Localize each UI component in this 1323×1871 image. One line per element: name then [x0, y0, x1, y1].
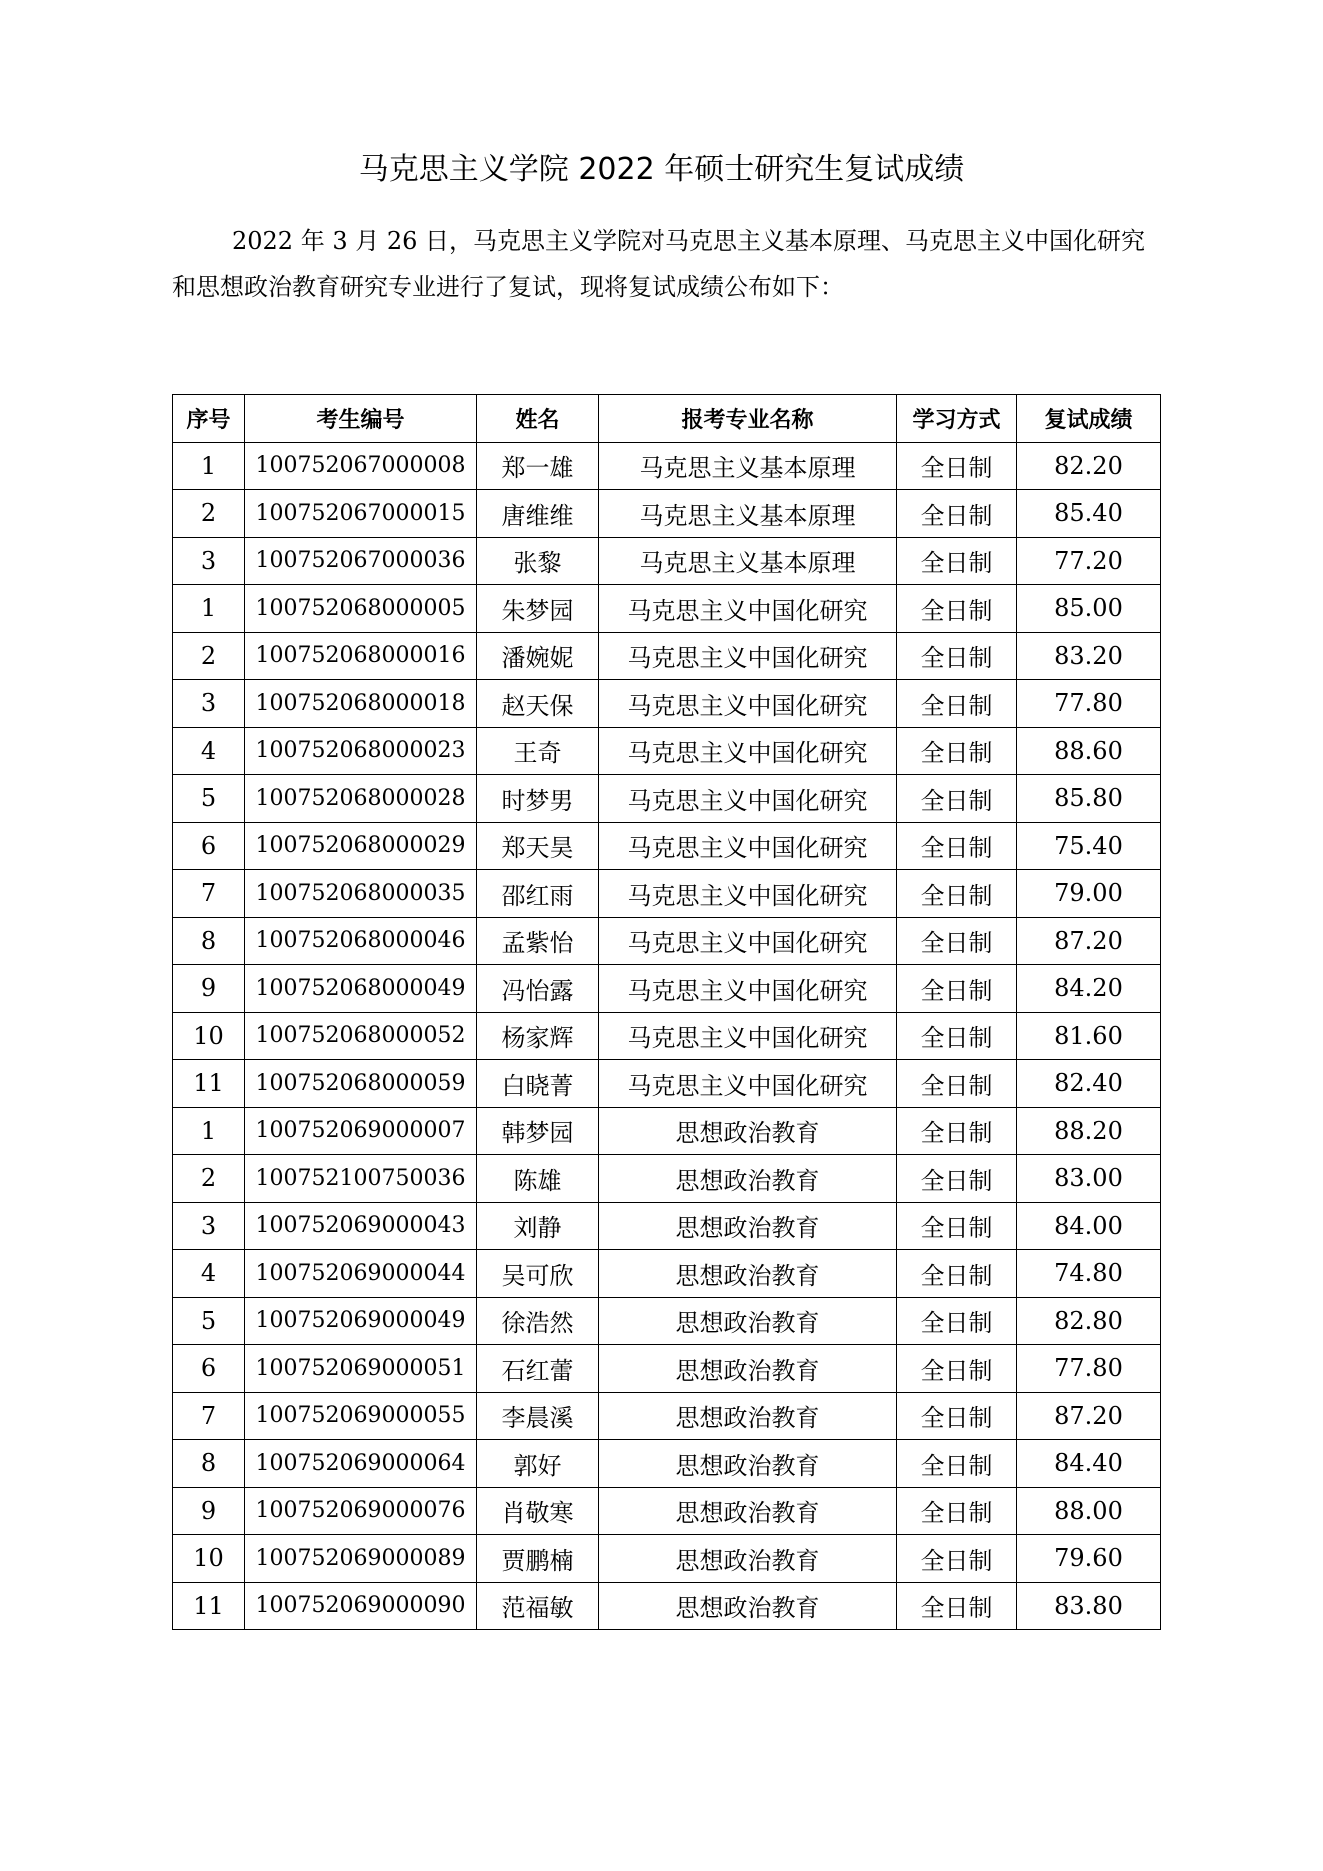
cell-score: 84.00: [1017, 1202, 1161, 1250]
cell-study-mode: 全日制: [897, 727, 1017, 775]
cell-candidate-id: 100752068000018: [245, 680, 477, 728]
cell-score: 77.20: [1017, 537, 1161, 585]
cell-score: 77.80: [1017, 680, 1161, 728]
cell-study-mode: 全日制: [897, 917, 1017, 965]
cell-study-mode: 全日制: [897, 870, 1017, 918]
cell-major: 马克思主义中国化研究: [599, 775, 897, 823]
table-row: [173, 537, 1161, 585]
cell-candidate-id: 100752069000043: [245, 1202, 477, 1250]
cell-study-mode: 全日制: [897, 1582, 1017, 1630]
cell-score: 82.40: [1017, 1060, 1161, 1108]
cell-major: 思想政治教育: [599, 1535, 897, 1583]
header-study-mode: 学习方式: [897, 395, 1017, 443]
cell-candidate-id: 100752068000049: [245, 965, 477, 1013]
cell-name: 张黎: [477, 537, 599, 585]
cell-score: 79.00: [1017, 870, 1161, 918]
cell-seq: 3: [173, 680, 245, 728]
cell-score: 83.00: [1017, 1155, 1161, 1203]
cell-study-mode: 全日制: [897, 490, 1017, 538]
cell-score: 88.20: [1017, 1107, 1161, 1155]
cell-study-mode: 全日制: [897, 775, 1017, 823]
cell-major: 思想政治教育: [599, 1155, 897, 1203]
cell-score: 83.80: [1017, 1582, 1161, 1630]
cell-candidate-id: 100752069000089: [245, 1535, 477, 1583]
cell-study-mode: 全日制: [897, 965, 1017, 1013]
cell-name: 刘静: [477, 1202, 599, 1250]
cell-study-mode: 全日制: [897, 822, 1017, 870]
cell-seq: 5: [173, 1297, 245, 1345]
cell-name: 邵红雨: [477, 870, 599, 918]
cell-major: 思想政治教育: [599, 1440, 897, 1488]
cell-candidate-id: 100752068000059: [245, 1060, 477, 1108]
cell-name: 冯怡露: [477, 965, 599, 1013]
table-row: [173, 632, 1161, 680]
cell-score: 82.20: [1017, 442, 1161, 490]
cell-seq: 9: [173, 1487, 245, 1535]
cell-candidate-id: 100752068000016: [245, 632, 477, 680]
cell-score: 81.60: [1017, 1012, 1161, 1060]
cell-seq: 7: [173, 1392, 245, 1440]
header-seq: 序号: [173, 395, 245, 443]
table-row: [173, 1107, 1161, 1155]
cell-study-mode: 全日制: [897, 1535, 1017, 1583]
header-candidate-id: 考生编号: [245, 395, 477, 443]
cell-candidate-id: 100752068000005: [245, 585, 477, 633]
cell-score: 85.00: [1017, 585, 1161, 633]
table-row: [173, 1297, 1161, 1345]
cell-name: 石红蕾: [477, 1345, 599, 1393]
cell-name: 徐浩然: [477, 1297, 599, 1345]
cell-score: 77.80: [1017, 1345, 1161, 1393]
cell-major: 马克思主义中国化研究: [599, 727, 897, 775]
cell-seq: 4: [173, 727, 245, 775]
cell-name: 时梦男: [477, 775, 599, 823]
table-row: [173, 1060, 1161, 1108]
cell-study-mode: 全日制: [897, 1107, 1017, 1155]
table-body: [173, 442, 1161, 1630]
table-row: [173, 822, 1161, 870]
table-row: [173, 965, 1161, 1013]
cell-name: 杨家辉: [477, 1012, 599, 1060]
cell-name: 唐维维: [477, 490, 599, 538]
cell-study-mode: 全日制: [897, 1392, 1017, 1440]
cell-score: 84.20: [1017, 965, 1161, 1013]
cell-major: 马克思主义中国化研究: [599, 1012, 897, 1060]
cell-major: 思想政治教育: [599, 1202, 897, 1250]
cell-seq: 1: [173, 442, 245, 490]
cell-major: 思想政治教育: [599, 1345, 897, 1393]
table-row: [173, 585, 1161, 633]
cell-score: 87.20: [1017, 917, 1161, 965]
cell-score: 88.60: [1017, 727, 1161, 775]
cell-seq: 8: [173, 917, 245, 965]
cell-score: 75.40: [1017, 822, 1161, 870]
table-row: [173, 1345, 1161, 1393]
cell-major: 马克思主义基本原理: [599, 490, 897, 538]
cell-seq: 2: [173, 632, 245, 680]
cell-major: 马克思主义基本原理: [599, 537, 897, 585]
table-row: [173, 775, 1161, 823]
cell-candidate-id: 100752069000076: [245, 1487, 477, 1535]
table-row: [173, 870, 1161, 918]
cell-major: 思想政治教育: [599, 1392, 897, 1440]
cell-candidate-id: 100752069000049: [245, 1297, 477, 1345]
cell-candidate-id: 100752100750036: [245, 1155, 477, 1203]
cell-major: 马克思主义中国化研究: [599, 632, 897, 680]
cell-seq: 7: [173, 870, 245, 918]
table-row: [173, 1440, 1161, 1488]
cell-major: 思想政治教育: [599, 1250, 897, 1298]
cell-candidate-id: 100752068000046: [245, 917, 477, 965]
table-row: [173, 680, 1161, 728]
cell-candidate-id: 100752068000023: [245, 727, 477, 775]
cell-seq: 3: [173, 1202, 245, 1250]
cell-name: 白晓菁: [477, 1060, 599, 1108]
cell-seq: 3: [173, 537, 245, 585]
results-table: [172, 394, 1161, 1630]
cell-major: 马克思主义中国化研究: [599, 585, 897, 633]
table-row: [173, 442, 1161, 490]
cell-name: 李晨溪: [477, 1392, 599, 1440]
cell-candidate-id: 100752069000055: [245, 1392, 477, 1440]
header-major: 报考专业名称: [599, 395, 897, 443]
cell-score: 87.20: [1017, 1392, 1161, 1440]
cell-candidate-id: 100752068000035: [245, 870, 477, 918]
header-row: [173, 395, 1161, 443]
cell-major: 思想政治教育: [599, 1107, 897, 1155]
cell-study-mode: 全日制: [897, 632, 1017, 680]
cell-study-mode: 全日制: [897, 1250, 1017, 1298]
page-title: 马克思主义学院 2022 年硕士研究生复试成绩: [358, 152, 965, 187]
cell-seq: 10: [173, 1535, 245, 1583]
cell-seq: 2: [173, 490, 245, 538]
table-row: [173, 1392, 1161, 1440]
cell-seq: 11: [173, 1060, 245, 1108]
cell-candidate-id: 100752069000064: [245, 1440, 477, 1488]
cell-name: 孟紫怡: [477, 917, 599, 965]
cell-candidate-id: 100752069000051: [245, 1345, 477, 1393]
cell-major: 马克思主义中国化研究: [599, 965, 897, 1013]
cell-major: 马克思主义中国化研究: [599, 917, 897, 965]
cell-study-mode: 全日制: [897, 1012, 1017, 1060]
header-score: 复试成绩: [1017, 395, 1161, 443]
cell-seq: 6: [173, 1345, 245, 1393]
cell-seq: 6: [173, 822, 245, 870]
cell-study-mode: 全日制: [897, 680, 1017, 728]
cell-major: 马克思主义中国化研究: [599, 680, 897, 728]
table-row: [173, 1487, 1161, 1535]
cell-major: 马克思主义基本原理: [599, 442, 897, 490]
cell-study-mode: 全日制: [897, 1297, 1017, 1345]
cell-candidate-id: 100752069000007: [245, 1107, 477, 1155]
cell-study-mode: 全日制: [897, 537, 1017, 585]
cell-study-mode: 全日制: [897, 1345, 1017, 1393]
cell-score: 84.40: [1017, 1440, 1161, 1488]
cell-name: 吴可欣: [477, 1250, 599, 1298]
cell-seq: 1: [173, 585, 245, 633]
cell-score: 85.80: [1017, 775, 1161, 823]
cell-study-mode: 全日制: [897, 1440, 1017, 1488]
cell-study-mode: 全日制: [897, 585, 1017, 633]
table-header: [173, 395, 1161, 443]
table-row: [173, 490, 1161, 538]
cell-score: 74.80: [1017, 1250, 1161, 1298]
table-row: [173, 1250, 1161, 1298]
table-row: [173, 1202, 1161, 1250]
cell-study-mode: 全日制: [897, 1202, 1017, 1250]
header-name: 姓名: [477, 395, 599, 443]
cell-score: 85.40: [1017, 490, 1161, 538]
cell-name: 贾鹏楠: [477, 1535, 599, 1583]
cell-name: 潘婉妮: [477, 632, 599, 680]
cell-study-mode: 全日制: [897, 1155, 1017, 1203]
cell-candidate-id: 100752068000028: [245, 775, 477, 823]
cell-seq: 11: [173, 1582, 245, 1630]
cell-name: 郭好: [477, 1440, 599, 1488]
cell-score: 82.80: [1017, 1297, 1161, 1345]
cell-major: 马克思主义中国化研究: [599, 870, 897, 918]
cell-candidate-id: 100752068000052: [245, 1012, 477, 1060]
cell-name: 范福敏: [477, 1582, 599, 1630]
cell-major: 思想政治教育: [599, 1582, 897, 1630]
cell-seq: 2: [173, 1155, 245, 1203]
cell-seq: 8: [173, 1440, 245, 1488]
cell-candidate-id: 100752069000090: [245, 1582, 477, 1630]
cell-score: 83.20: [1017, 632, 1161, 680]
cell-name: 郑一雄: [477, 442, 599, 490]
cell-name: 陈雄: [477, 1155, 599, 1203]
table-row: [173, 727, 1161, 775]
cell-name: 肖敬寒: [477, 1487, 599, 1535]
table-row: [173, 1535, 1161, 1583]
cell-seq: 10: [173, 1012, 245, 1060]
cell-seq: 4: [173, 1250, 245, 1298]
cell-major: 思想政治教育: [599, 1297, 897, 1345]
cell-name: 赵天保: [477, 680, 599, 728]
intro-paragraph: 2022 年 3 月 26 日，马克思主义学院对马克思主义基本原理、马克思主义中国化研究和思想政治教育研究专业进行了复试，现将复试成绩公布如下：: [172, 227, 1146, 301]
cell-seq: 5: [173, 775, 245, 823]
cell-candidate-id: 100752067000008: [245, 442, 477, 490]
cell-seq: 1: [173, 1107, 245, 1155]
cell-seq: 9: [173, 965, 245, 1013]
cell-name: 郑天昊: [477, 822, 599, 870]
cell-name: 韩梦园: [477, 1107, 599, 1155]
cell-name: 朱梦园: [477, 585, 599, 633]
cell-score: 88.00: [1017, 1487, 1161, 1535]
cell-major: 思想政治教育: [599, 1487, 897, 1535]
cell-candidate-id: 100752068000029: [245, 822, 477, 870]
cell-score: 79.60: [1017, 1535, 1161, 1583]
table-row: [173, 1582, 1161, 1630]
cell-candidate-id: 100752067000015: [245, 490, 477, 538]
cell-study-mode: 全日制: [897, 442, 1017, 490]
cell-candidate-id: 100752069000044: [245, 1250, 477, 1298]
cell-study-mode: 全日制: [897, 1487, 1017, 1535]
table-row: [173, 1155, 1161, 1203]
table-row: [173, 1012, 1161, 1060]
table-row: [173, 917, 1161, 965]
cell-study-mode: 全日制: [897, 1060, 1017, 1108]
cell-name: 王奇: [477, 727, 599, 775]
cell-major: 马克思主义中国化研究: [599, 822, 897, 870]
cell-major: 马克思主义中国化研究: [599, 1060, 897, 1108]
cell-candidate-id: 100752067000036: [245, 537, 477, 585]
